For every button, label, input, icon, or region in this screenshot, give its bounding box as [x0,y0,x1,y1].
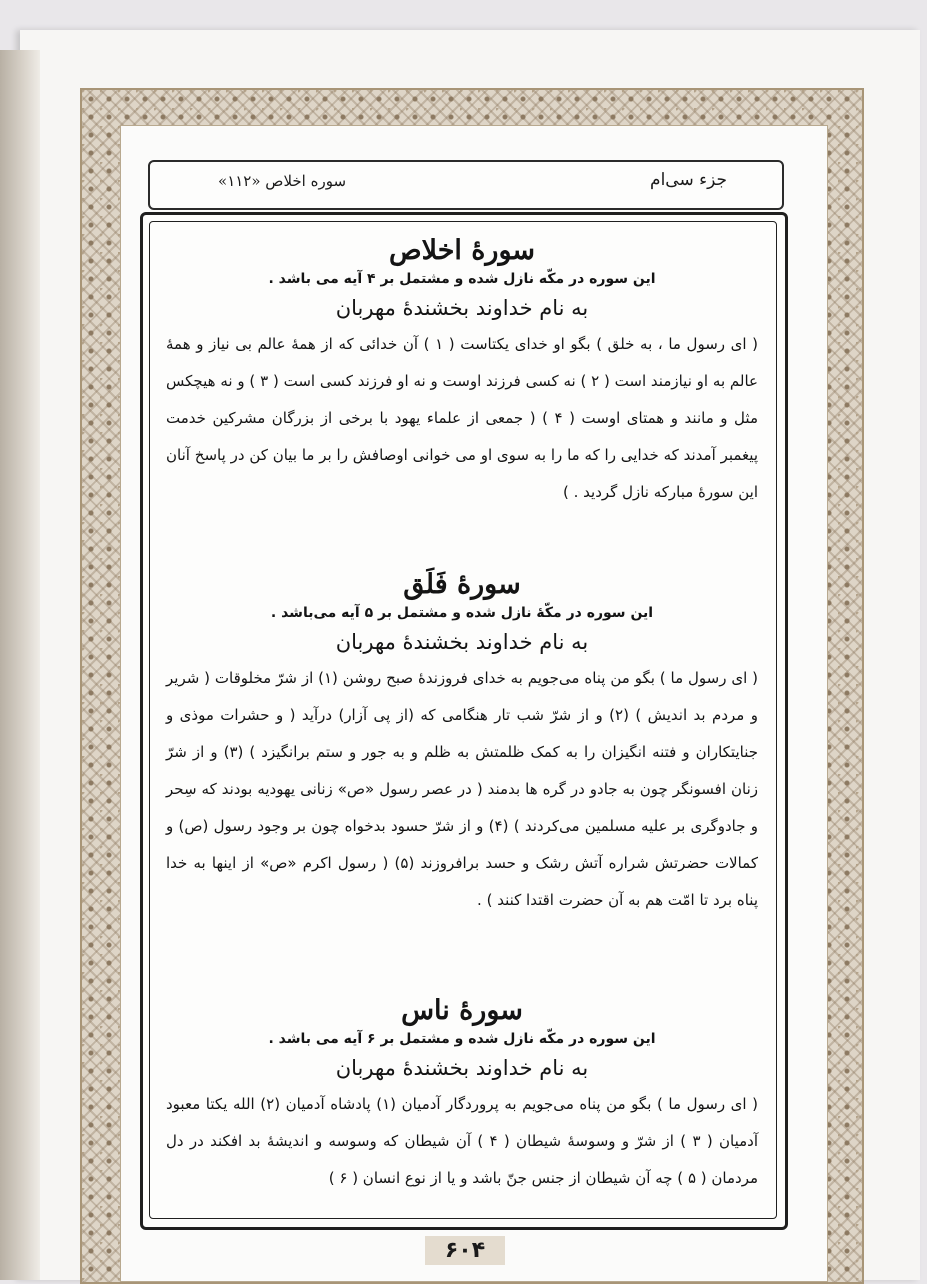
page-number: ۶۰۴ [425,1236,505,1265]
sura-falaq-section [152,568,772,919]
sura-title: سورهٔ فَلَق [403,569,521,600]
basmala: به نام خداوند بخشندهٔ مهربان [335,630,589,654]
sura-title: سورهٔ اخلاص [388,235,536,266]
sura-nas-section [152,994,772,1197]
sura-subtitle: این سوره در مکّهٔ نازل شده و مشتمل بر ۵ آیه می‌باشد . [270,605,654,621]
sura-ikhlas-section [152,234,772,511]
sura-title: سورهٔ ناس [401,995,523,1026]
book-spine [0,50,40,1280]
sura-subtitle: این سوره در مکّه نازل شده و مشتمل بر ۴ آیه می باشد . [268,271,656,287]
sura-reference: سوره اخلاص «۱۱۲» [218,172,347,190]
sura-translation-text: ( ای رسول ما ) بگو من پناه می‌جویم به پروردگار آدمیان (۱) پادشاه آدمیان (۲) الله یکتا معبود آدمیان ( ۳ ) از شرّ و وسوسهٔ شیطان ( ۴ ) آن شیطان که وسوسه و اندیشهٔ بد افکند در دل مردمان ( ۵ ) چه آن شیطان از جنس جنّ باشد و یا از نوع انسان ( ۶ ) [166,1095,759,1187]
running-header [148,160,784,210]
basmala: به نام خداوند بخشندهٔ مهربان [335,1056,589,1080]
sura-translation-text: ( ای رسول ما ) بگو من پناه می‌جویم به خدای فروزندهٔ صبح روشن (۱) از شرّ مخلوقات ( شریر و مردم بد اندیش ) (۲) و از شرّ شب تار هنگامی که (از پی آزار) درآید ( و حشرات موذی و جنایتکاران و فتنه انگیزان را به کمک ظلمتش به ظلم و به جور و ستم برانگیزد ) (۳) و از شرّ زنان افسونگر چون به جادو در گره ها بدمند ( در عصر رسول «ص» زنانی یهودیه بودند که سِحر و جادوگری بر علیه مسلمین می‌کردند ) (۴) و از شرّ حسود بدخواه چون بر وجود رسول (ص) و کمالات حضرتش شراره آتش رشک و حسد برافروزند (۵) ( رسول اکرم «ص» از اینها به خدا پناه برد تا امّت هم به آن حضرت اقتدا کنند ) . [166,669,759,909]
juz-label: جزء سی‌ام [650,170,727,190]
sura-translation-text: ( ای رسول ما ، به خلق ) بگو او خدای یکتاست ( ۱ ) آن خدائی که از همهٔ عالم بی نیاز و همهٔ عالم به او نیازمند است ( ۲ ) نه کسی فرزند اوست و نه او فرزند کسی است ( ۳ ) و نه هیچکس مثل و مانند و همتای اوست ( ۴ ) ( جمعی از علماء یهود با برخی از بزرگان مشرکین خدمت پیغمبر آمدند که خدایی را که ما را به سوی او می خوانی اوصافش را بر ما بیان کن در پاسخ آنان این سورهٔ مبارکه نازل گردید . ) [166,335,758,501]
sura-subtitle: این سوره در مکّه نازل شده و مشتمل بر ۶ آیه می باشد . [268,1031,656,1047]
basmala: به نام خداوند بخشندهٔ مهربان [335,296,589,320]
